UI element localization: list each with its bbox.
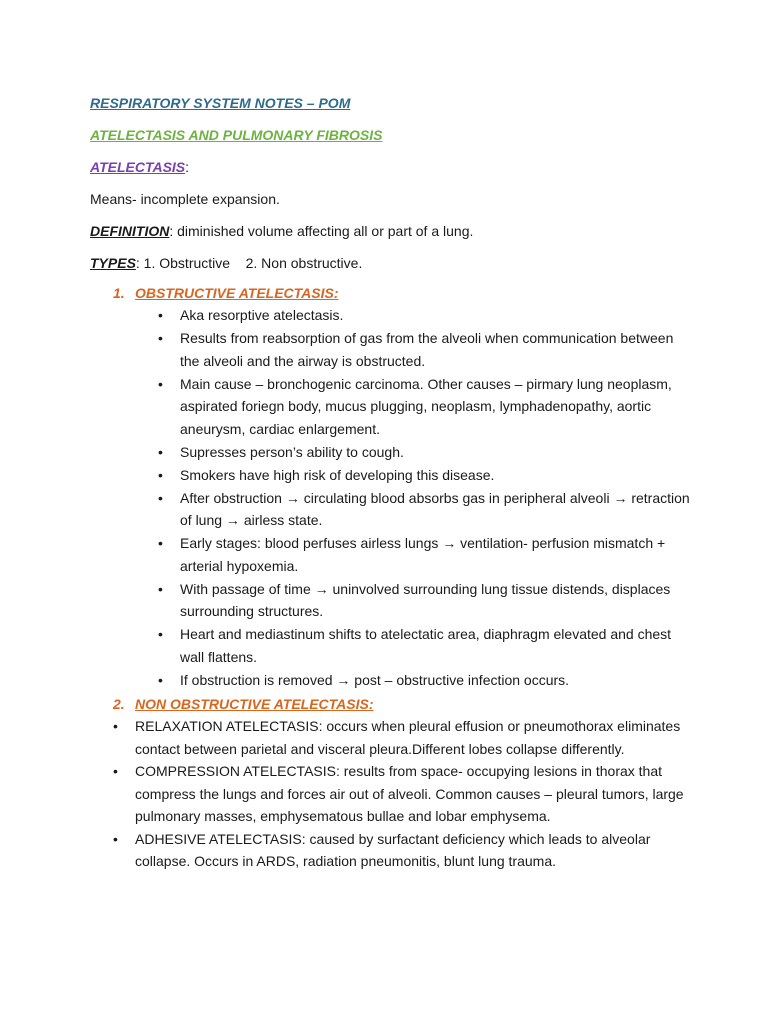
list-item [113, 828, 690, 873]
atelectasis-heading [90, 156, 690, 178]
list-item [113, 760, 690, 828]
list-item-text: Aka resorptive atelectasis. [180, 307, 344, 323]
list-item-text: Heart and mediastinum shifts to atelectatic area, diaphragm elevated and chest wall flattens. [180, 626, 672, 665]
list-item-text: If obstruction is removed → post – obstructive infection occurs. [180, 671, 570, 688]
bullet-icon: • [158, 671, 163, 688]
list-item [158, 623, 690, 668]
bullet-icon: • [158, 466, 163, 483]
list-item-text: Results from reabsorption of gas from the alveoli when communication between the alveoli and the airway is obstructed. [180, 330, 674, 369]
list-item-text: After obstruction → circulating blood absorbs gas in peripheral alveoli → retraction of lung → airless state. [180, 489, 690, 528]
list-item [158, 487, 690, 532]
document-title: RESPIRATORY SYSTEM NOTES – POM [90, 95, 351, 111]
bullet-icon: • [158, 535, 163, 551]
bullet-icon: • [113, 763, 118, 779]
types-line [90, 252, 690, 274]
list-item-text: Main cause – bronchogenic carcinoma. Other causes – pirmary lung neoplasm, aspirated foriegn body, mucus plugging, neoplasm, lymphadenopathy, aortic aneurysm, cardiac enlargement. [180, 375, 672, 437]
bullet-icon: • [158, 580, 163, 597]
definition-text: : diminished volume affecting all or part of a lung. [169, 223, 474, 239]
list-item [158, 441, 690, 464]
means-line: Means- incomplete expansion. [90, 191, 280, 207]
bullet-icon: • [158, 443, 163, 460]
obstructive-heading [90, 282, 690, 304]
list-item [158, 532, 690, 577]
list-item [158, 373, 690, 441]
bullet-icon: • [113, 830, 118, 847]
list-item-text: With passage of time → uninvolved surrounding lung tissue distends, displaces surrounding structures. [180, 580, 671, 619]
list-item-text: COMPRESSION ATELECTASIS: results from space- occupying lesions in thorax that compress the lungs and forces air out of alveoli. Common causes – pleural tumors, large pulmonary masses, emphysematous bullae and lobar emphysema. [135, 763, 684, 824]
list-item-text: ADHESIVE ATELECTASIS: caused by surfactant deficiency which leads to alveolar collapse. Occurs in ARDS, radiation pneumonitis, blunt lung trauma. [135, 830, 651, 869]
bullet-icon: • [158, 489, 163, 506]
non-obstructive-heading [90, 693, 690, 715]
list-item-text: RELAXATION ATELECTASIS: occurs when pleural effusion or pneumothorax eliminates contact between parietal and visceral pleura.Different lobes collapse differently. [135, 718, 681, 757]
obstructive-list [90, 304, 690, 691]
bullet-icon: • [158, 375, 163, 392]
definition-line [90, 220, 690, 242]
document-page [90, 92, 690, 873]
atelectasis-suffix: : [185, 159, 190, 175]
list-item-text: Smokers have high risk of developing this disease. [180, 466, 495, 483]
bullet-icon: • [158, 626, 163, 642]
list-item [158, 304, 690, 327]
bullet-icon: • [113, 718, 118, 734]
definition-label: DEFINITION [90, 223, 170, 239]
list-item [158, 669, 690, 692]
list-item [113, 715, 690, 760]
non-obstructive-list [90, 715, 690, 873]
bullet-icon: • [158, 307, 163, 323]
document-subtitle: ATELECTASIS AND PULMONARY FIBROSIS [90, 127, 383, 143]
atelectasis-label: ATELECTASIS [90, 159, 186, 175]
types-label: TYPES [90, 255, 136, 271]
non-obstructive-number: 2. [113, 696, 125, 712]
non-obstructive-heading-text: NON OBSTRUCTIVE ATELECTASIS: [135, 696, 374, 712]
list-item-text: Supresses person’s ability to cough. [180, 443, 404, 460]
types-text: : 1. Obstructive 2. Non obstructive. [135, 255, 363, 271]
obstructive-number: 1. [113, 285, 125, 301]
bullet-icon: • [158, 330, 163, 346]
list-item [158, 464, 690, 487]
list-item [158, 578, 690, 623]
list-item-text: Early stages: blood perfuses airless lungs → ventilation- perfusion mismatch + arterial hypoxemia. [180, 535, 666, 574]
obstructive-heading-text: OBSTRUCTIVE ATELECTASIS: [135, 285, 339, 301]
list-item [158, 327, 690, 372]
